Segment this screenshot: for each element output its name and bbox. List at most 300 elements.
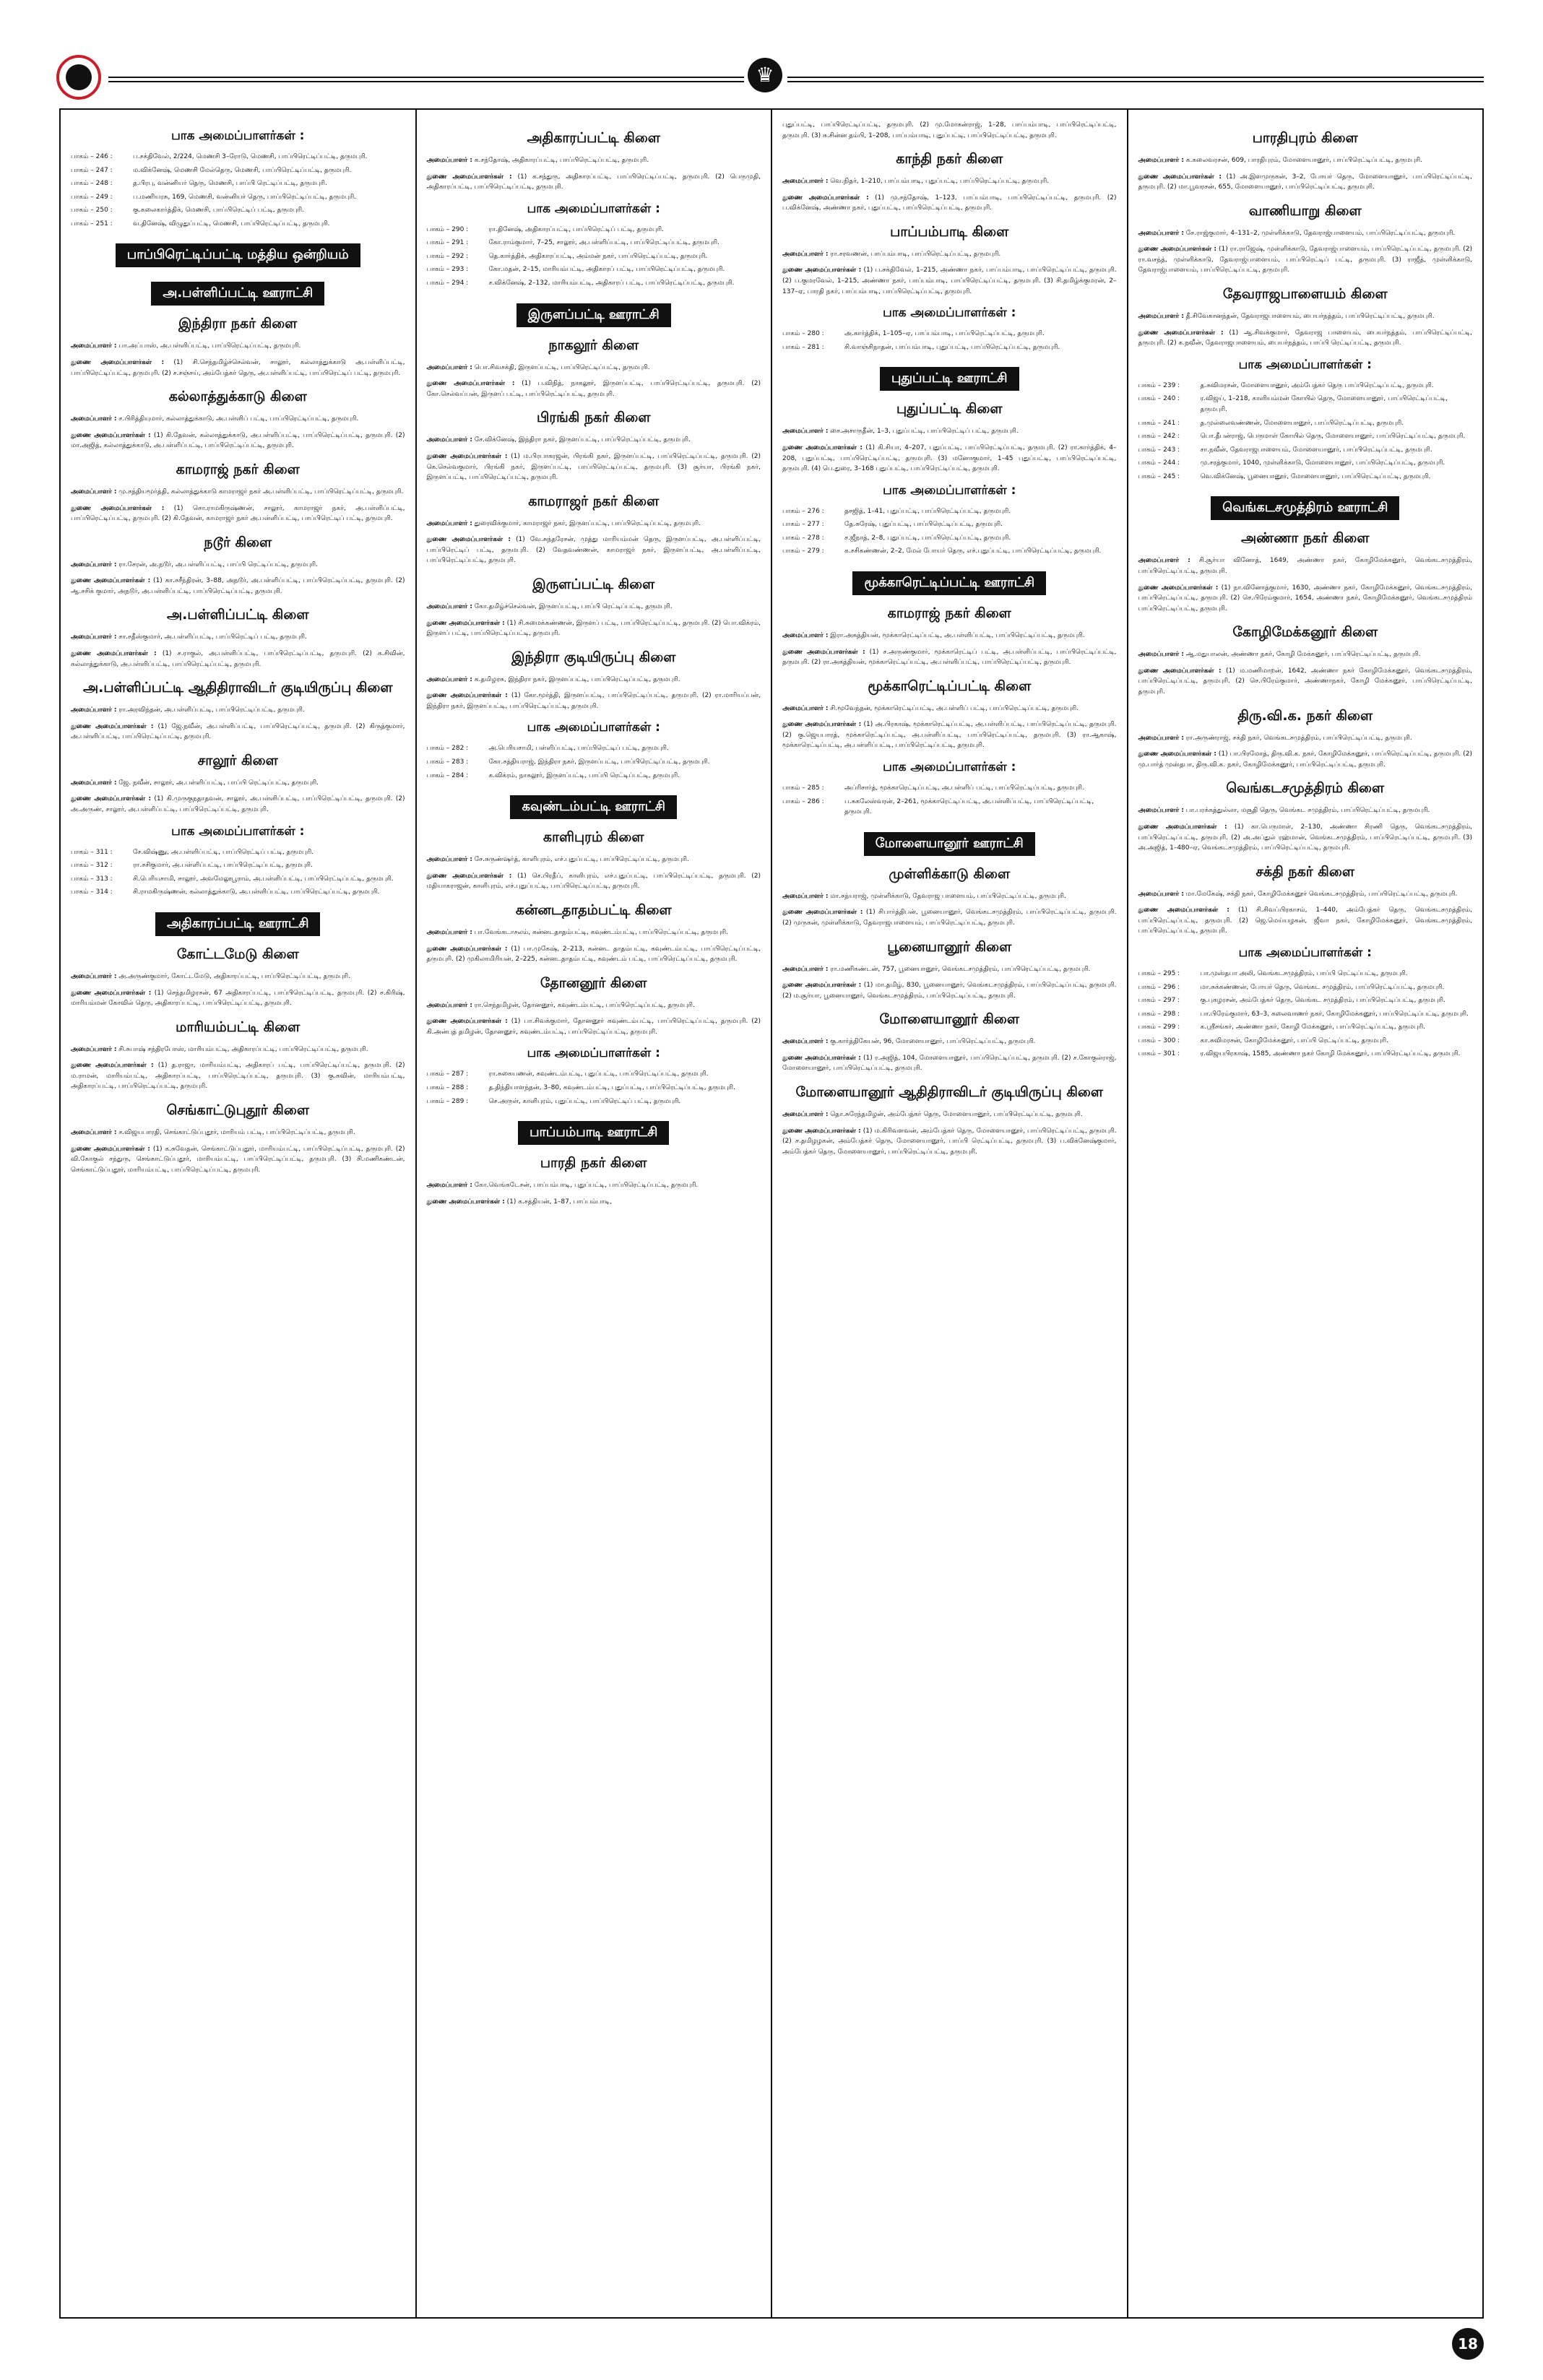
role-label: அமைப்பாளர் :	[426, 157, 472, 164]
organizer-paragraph	[71, 632, 405, 643]
branch-heading: மூக்காரெட்டிப்பட்டி கிளை	[868, 678, 1032, 694]
organizer-text: (1) க.சத்தியன், 1–87, பாப்பம்பாடி,	[506, 1198, 613, 1206]
organizer-text: (1) ர.அஜித், 104, மோளையானூர், பாப்பிரெட்டிப்பட்டி, தருமபுரி. (2) ச.கோகுல்ராஜ், மோளையானூர், பாப்பிரெட்டிப்பட்டி, தருமபுரி.	[782, 1054, 1117, 1073]
role-label: அமைப்பாளர் :	[1138, 313, 1184, 321]
organizer-text: (1) ச.ராகுல், அ.பள்ளிப்பட்டி, பாப்பிரெட்டிப்பட்டி, தருமபுரி. (2) க.சிவின், கல்லாத்துக்காடு, அ.பள்ளிப்பட்டி, பாப்பிரெட்டிப்பட்டி, தருமபுரி.	[71, 649, 405, 668]
role-label: அமைப்பாளர் :	[782, 631, 829, 639]
booth-organizer: அப்ரிசார்த், மூக்காரெட்டிப்பட்டி, அ.பள்ளிப் பட்டி, பாப்பிரெட்டிப்பட்டி, தருமபுரி.	[844, 784, 1084, 792]
booth-organizer: மு.சரத்குமார், 1040, முள்ளிக்காடு, மோளையானூர், பாப்பிரெட்டிப்பட்டி, தருமபுரி.	[1200, 459, 1445, 467]
organizer-text: ஜே. நவீன், சாலூர், அ.பள்ளிப்பட்டி, பாப்பி ரெட்டிப்பட்டி, தருமபுரி.	[118, 779, 319, 787]
booth-organizer: பா.முஸ்தபா அலி, வெங்கடசமுத்திரம், பாப்பி ரெட்டிப்பட்டி, தருமபுரி.	[1200, 969, 1408, 977]
role-label: அமைப்பாளர் :	[71, 488, 117, 496]
booth-number: பாகம் – 288 :	[426, 1083, 469, 1091]
booth-number: பாகம் – 296 :	[1138, 983, 1180, 991]
role-label: துணை அமைப்பாளர்கள் :	[782, 1127, 861, 1135]
booth-organizer: ப.மணியரசு, 169, மெணசி, வன்னியர் தெரு, பாப்பிரெட்டிப்பட்டி, தருமபுரி.	[133, 193, 357, 201]
booth-number: பாகம் – 299 :	[1138, 1024, 1180, 1031]
role-label: அமைப்பாளர் :	[71, 779, 117, 787]
role-label: அமைப்பாளர் :	[782, 250, 829, 258]
booth-number: பாகம் – 276 :	[782, 507, 824, 515]
role-label: துணை அமைப்பாளர்கள் :	[426, 872, 512, 880]
organizer-paragraph	[782, 265, 1117, 297]
booth-row	[1138, 1022, 1473, 1033]
section-banner-label: மூக்காரெட்டிப்பட்டி ஊராட்சி	[852, 571, 1046, 595]
subheading: பாக அமைப்பாளர்கள் :	[527, 1046, 660, 1061]
subheading: பாக அமைப்பாளர்கள் :	[171, 129, 305, 143]
booth-organizer: க.சசிகண்ணன், 2–2, மேல் போயர் தெரு, எச்.புதுப்பட்டி, பாப்பிரெட்டிப்பட்டி, தருமபுரி.	[844, 548, 1102, 555]
organizer-paragraph	[1138, 228, 1473, 239]
booth-row	[1138, 1049, 1473, 1060]
organizer-paragraph	[782, 980, 1117, 1001]
booth-organizer: த.பிரபு, வன்னியர் தெரு, மெணசி, பாப்பி ரெட்டிப்பட்டி, தருமபுரி.	[133, 180, 327, 188]
organizer-text: (1) அ.பிரகாஷ், மூக்காரெட்டிப்பட்டி, அ.பள்ளிப்பட்டி, பாப்பிரெட்டிப்பட்டி, தருமபுரி. (2) கு.ஜெயபாரத், மூக்காரெட்டிப்பட்டி, அ.பள்ளிப்பட்டி, பாப்பிரெட்டிப்பட்டி, தருமபுரி. (3) ரா.ஆகாஷ், மூக்காரெட்டிப்பட்டி, அ.பள்ளிப்பட்டி, பாப்பிரெட்டிப்பட்டி, தருமபுரி.	[782, 721, 1117, 750]
role-label: துணை அமைப்பாளர்கள் :	[71, 577, 151, 585]
columns-frame	[59, 108, 1484, 2319]
booth-organizer: ரா.சுகையணன், கவுண்டம்பட்டி, புதுப்பட்டி, பாப்பிரெட்டிப்பட்டி, தருமபுரி.	[488, 1070, 709, 1078]
role-label: துணை அமைப்பாளர்கள் :	[782, 648, 865, 656]
masthead-logo-icon: ♛	[748, 58, 782, 92]
role-label: துணை அமைப்பாளர்கள் :	[1138, 584, 1219, 592]
role-label: அமைப்பாளர் :	[782, 428, 829, 436]
organizer-paragraph	[427, 675, 761, 685]
booth-number: பாகம் – 244 :	[1138, 459, 1180, 467]
booth-organizer: சே.விஷ்ணு, அ.பள்ளிப்பட்டி, பாப்பிரெட்டிப் பட்டி, தருமபுரி.	[133, 848, 314, 856]
branch-heading: காமராஜர் நகர் கிளை	[528, 493, 660, 509]
organizer-paragraph	[1138, 328, 1473, 349]
organizer-text: (1) ம.பிரபாகரஜன், பிரங்கி நகர், இருளப்பட்டி, பாப்பிரெட்டிப்பட்டி, தருமபுரி. (2) கெ.செல்வகுமார், பிரங்கி நகர், இருளப்பட்டி, பாப்பிரெட்டிப்பட்டி, தருமபுரி. (3) சூர்யா, பிரங்கி நகர், இருளப்பட்டி, பாப்பிரெட்டிப்பட்டி, தருமபுரி.	[426, 452, 761, 482]
booth-number: பாகம் – 242 :	[1138, 433, 1180, 441]
organizer-paragraph	[782, 1126, 1117, 1158]
organizer-paragraph	[71, 705, 405, 716]
organizer-text: சா.சதீஸ்குமார், அ.பள்ளிப்பட்டி, பாப்பிரெட்டிப் பட்டி, தருமபுரி.	[118, 633, 307, 641]
booth-row	[71, 178, 405, 189]
role-label: அமைப்பாளர் :	[426, 519, 472, 527]
role-label: துணை அமைப்பாளர்கள் :	[782, 909, 863, 917]
role-label: துணை அமைப்பாளர்கள் :	[71, 722, 154, 730]
branch-heading: கன்னடதாதம்பட்டி கிளை	[515, 901, 672, 918]
branch-heading: வெங்கடசமுத்திரம் கிளை	[1226, 780, 1385, 797]
role-label: அமைப்பாளர் :	[71, 1128, 117, 1136]
organizer-paragraph	[1138, 805, 1473, 816]
booth-row	[427, 238, 761, 248]
role-label: அமைப்பாளர் :	[1138, 651, 1184, 659]
subheading: பாக அமைப்பாளர்கள் :	[1238, 945, 1372, 960]
booth-number: பாகம் – 283 :	[426, 758, 469, 766]
organizer-paragraph	[427, 451, 761, 483]
booth-row	[1138, 982, 1473, 993]
branch-heading: சக்தி நகர் கிளை	[1255, 863, 1354, 880]
organizer-text: ச.விஜயபாரதி, செங்காட்டுப்புதூர், மாரியம் பட்டி, பாப்பிரெட்டிப்பட்டி, தருமபுரி.	[118, 1128, 355, 1136]
role-label: துணை அமைப்பாளர்கள் :	[782, 982, 862, 990]
booth-organizer: ப.சுகலேஸ்வரன், 2–261, மூக்காரெட்டிப்பட்டி, அ.பள்ளிப்பட்டி, பாப்பிரெட்டிப்பட்டி, தருமபுரி.	[844, 797, 1094, 816]
booth-organizer: சா.நவீன், தேவராஜபாளையம், மோளையானூர், பாப்பிரெட்டிப்பட்டி, தருமபுரி.	[1200, 446, 1432, 454]
organizer-paragraph	[1138, 733, 1473, 744]
booth-number: பாகம் – 250 :	[71, 207, 113, 215]
booth-row	[1138, 995, 1473, 1006]
organizer-paragraph	[782, 964, 1117, 975]
section-banner	[427, 795, 761, 819]
booth-number: பாகம் – 314 :	[71, 888, 113, 896]
role-label: அமைப்பாளர் :	[1138, 557, 1190, 565]
role-label: துணை அமைப்பாளர்கள் :	[426, 173, 512, 181]
role-label: அமைப்பாளர் :	[71, 415, 117, 423]
masthead-rule-right	[787, 77, 1484, 78]
organizer-text: (1) ம.கிரிவளவன், அம்பேத்கர் தெரு, மோளையானூர், பாப்பிரெட்டிப்பட்டி, தருமபுரி. (2) ச.தமிழழகன், அம்பேத்கர் தெரு, மோளையானூர், பாப்பி ரெட்டிப்பட்டி, தருமபுரி. (3) ப.விக்னேஷ்குமார், அம்பேத்கர் தெரு, மோளையானூர், பாப்பிரெட்டிப்பட்டி, தருமபுரி.	[782, 1127, 1117, 1156]
role-label: துணை அமைப்பாளர்கள் :	[71, 431, 151, 439]
role-label: அமைப்பாளர் :	[782, 178, 829, 186]
section-banner	[782, 367, 1117, 391]
booth-number: பாகம் – 293 :	[426, 266, 469, 274]
role-label: துணை அமைப்பாளர்கள் :	[1138, 173, 1222, 181]
organizer-paragraph	[1138, 583, 1473, 615]
role-label: அமைப்பாளர் :	[426, 602, 472, 610]
role-label: துணை அமைப்பாளர்கள் :	[426, 945, 508, 953]
organizer-text: சே.விக்னேஷ், இந்திரா நகர், இருளப்பட்டி, பாப்பிரெட்டிப்பட்டி, தருமபுரி.	[474, 436, 691, 444]
booth-number: பாகம் – 281 :	[782, 343, 824, 351]
branch-heading: முள்ளிக்காடு கிளை	[889, 865, 1011, 882]
organizer-paragraph	[71, 341, 405, 352]
booth-row	[782, 546, 1117, 557]
organizer-text: சே.ராஜ்குமார், 4–131–2, முள்ளிக்காடு, தேவராஜ்பாளையம், பாப்பிரெட்டிப்பட்டி, தருமபுரி.	[1185, 229, 1456, 237]
booth-row	[782, 329, 1117, 339]
booth-row	[1138, 394, 1473, 415]
booth-organizer: கா.சுவிமரசன், கோழிமேக்கனூர், பாப்பி ரெட்டிப்பட்டி, தருமபுரி.	[1200, 1037, 1389, 1044]
section-banner	[782, 571, 1117, 595]
organizer-paragraph	[782, 426, 1117, 437]
organizer-text: க.தமிழரசு, இந்திரா நகர், இருளப்பட்டி, பாப்பிரெட்டிப்பட்டி, தருமபுரி.	[474, 675, 680, 683]
role-label: துணை அமைப்பாளர்கள் :	[782, 267, 862, 274]
booth-number: பாகம் – 301 :	[1138, 1050, 1180, 1058]
booth-number: பாகம் – 285 :	[782, 784, 824, 792]
role-label: துணை அமைப்பாளர்கள் :	[71, 649, 157, 657]
booth-number: பாகம் – 243 :	[1138, 446, 1180, 454]
organizer-text: (1) க.சுவேதன், செங்காட்டுப்புதூர், மாரியம்பட்டி, பாப்பிரெட்டிப்பட்டி, தருமபுரி. (2) வி.கோகுல் சந்துரு, செங்காட்டுப்புதூர், மாரியம்பட்டி, பாப்பிரெட்டிப்பட்டி, தருமபுரி. (3) சி.மணிகண்டன், செங்காட்டுப்புதூர், மாரியம்பட்டி, பாப்பிரெட்டிப்பட்டி, தருமபுரி.	[71, 1145, 405, 1174]
column-1	[61, 110, 417, 2317]
branch-heading: நாகலூர் கிளை	[548, 337, 639, 353]
branch-heading: இந்திரா குடியிருப்பு கிளை	[511, 649, 676, 665]
organizer-text: பொ.சிவசக்தி, இருளப்பட்டி, பாப்பிரெட்டிப்பட்டி, தருமபுரி.	[474, 363, 650, 371]
organizer-text: பா.அப்பாஸ், அ.பள்ளிப்பட்டி, பாப்பிரெட்டிப்பட்டி, தருமபுரி.	[118, 342, 301, 350]
booth-organizer: மா.சுக்கண்ணன், போயர் தெரு, வெங்கட சமுத்திரம், பாப்பிரெட்டிப்பட்டி, தருமபுரி.	[1200, 983, 1445, 991]
booth-row	[782, 783, 1117, 794]
organizer-paragraph	[1138, 311, 1473, 322]
branch-heading: பாப்பம்பாடி கிளை	[890, 223, 1009, 240]
role-label: துணை அமைப்பாளர்கள் :	[782, 1054, 861, 1062]
booth-row	[1138, 458, 1473, 469]
branch-heading: கோட்டமேடு கிளை	[176, 945, 299, 962]
booth-row	[71, 219, 405, 230]
organizer-paragraph	[1138, 666, 1473, 698]
organizer-paragraph	[782, 249, 1117, 260]
organizer-paragraph	[427, 172, 761, 193]
branch-heading: கோழிமேக்கனூர் கிளை	[1232, 624, 1378, 641]
booth-row	[71, 874, 405, 885]
section-banner-label: அதிகாரப்பட்டி ஊராட்சி	[155, 912, 320, 936]
role-label: துணை அமைப்பாளர்கள் :	[426, 1018, 508, 1026]
organizer-paragraph	[427, 854, 761, 865]
branch-heading: புதுப்பட்டி கிளை	[896, 401, 1003, 417]
organizer-paragraph	[71, 1060, 405, 1092]
organizer-paragraph	[1138, 649, 1473, 660]
organizer-paragraph	[782, 1109, 1117, 1120]
booth-row	[427, 1069, 761, 1080]
organizer-text: (1) கி.தேவன், கல்லாத்துக்காடு, அ.பள்ளிப்பட்டி, பாப்பிரெட்டிப்பட்டி, தருமபுரி. (2) மா.அஜித், கல்லாத்துக்காடு, அ.பள்ளிப்பட்டி, பாப்பிரெட்டிப்பட்டி, தருமபுரி.	[71, 431, 405, 450]
branch-heading: தேவராஜபாளையம் கிளை	[1222, 286, 1388, 303]
role-label: துணை அமைப்பாளர்கள் :	[426, 619, 505, 627]
role-label: துணை அமைப்பாளர்கள் :	[1138, 823, 1227, 831]
booth-organizer: வெ.விக்னேஷ், பூனையானூர், மோளையானூர், பாப்பிரெட்டிப்பட்டி, தருமபுரி.	[1200, 472, 1431, 480]
role-label: துணை அமைப்பாளர்கள் :	[426, 380, 515, 388]
organizer-paragraph	[71, 972, 405, 982]
booth-organizer: செ.அருள், காளிபுரம், புதுப்பட்டி, பாப்பிரெட்டிப் பட்டி, தருமபுரி.	[488, 1097, 681, 1105]
role-label: அமைப்பாளர் :	[782, 1110, 829, 1118]
booth-row	[782, 506, 1117, 517]
organizer-paragraph	[71, 576, 405, 597]
organizer-text: பா.பரக்கத்துல்லா, மசூதி தெரு, வெங்கட சமுத்திரம், பாப்பிரெட்டிப்பட்டி, தருமபுரி.	[1185, 807, 1430, 815]
section-banner	[427, 1121, 761, 1145]
booth-organizer: ச.விக்னேஷ், 2–132, மாரியம்பட்டி, அதிகாரப் பட்டி, பாப்பிரெட்டிப்பட்டி, தருமபுரி.	[488, 280, 735, 287]
organizer-paragraph	[1138, 889, 1473, 900]
organizer-text: ரா.செந்தமிழன், தோனனூர், கவுண்டம்பட்டி, பாப்பிரெட்டிப்பட்டி, தருமபுரி.	[474, 1001, 695, 1009]
booth-number: பாகம் – 249 :	[71, 193, 113, 201]
organizer-text: ச.பிரித்தியுமார், கல்லாத்துக்காடு, அ.பள்ளிப் பட்டி, பாப்பிரெட்டிப்பட்டி, தருமபுரி.	[118, 415, 359, 423]
booth-organizer: க.விக்ரம், நாகலூர், இருளப்பட்டி, பாப்பி ரெட்டிப்பட்டி, தருமபுரி.	[488, 771, 680, 779]
section-banner-label: புதுப்பட்டி ஊராட்சி	[880, 367, 1019, 391]
booth-organizer: ர.விஜயபிரகாஷ், 1585, அண்ணா நகர் கோழி மேக்கனூர், பாப்பிரெட்டிப்பட்டி, தருமபுரி.	[1200, 1050, 1461, 1058]
role-label: அமைப்பாளர் :	[426, 1001, 472, 1009]
booth-number: பாகம் – 284 :	[426, 771, 469, 779]
organizer-paragraph	[71, 487, 405, 498]
booth-organizer: சி.ராமகிருஷ்ணன், கல்லாத்துக்காடு, அ.பள்ளிப்பட்டி, பாப்பிரெட்டிப்பட்டி, தருமபுரி.	[133, 888, 380, 896]
booth-organizer: ப.சக்திவேல், 2/224, மெணசி 3–ரோடு, மெணசி, பாப்பிரெட்டிப்பட்டி, தருமபுரி.	[133, 153, 368, 160]
organizer-paragraph	[71, 988, 405, 1009]
booth-number: பாகம் – 312 :	[71, 862, 113, 870]
section-banner	[71, 282, 405, 306]
subheading: பாக அமைப்பாளர்கள் :	[1238, 357, 1372, 372]
role-label: அமைப்பாளர் :	[782, 965, 829, 973]
organizer-paragraph	[427, 155, 761, 166]
role-label: அமைப்பாளர் :	[1138, 734, 1184, 742]
role-label: அமைப்பாளர் :	[1138, 157, 1184, 164]
organizer-text: ஆ.மதுபாலன், அண்ணா நகர், கோழி மேக்கனூர், பாப்பிரெட்டிப்பட்டி, தருமபுரி.	[1185, 651, 1421, 659]
organizer-text: தீ.சிவேகானந்தன், தேவராஜபாளையம், பையர்நத்தம், பாப்பிரெட்டிப்பட்டி, தருமபுரி.	[1185, 313, 1435, 321]
section-banner-label: அ.பள்ளிப்பட்டி ஊராட்சி	[151, 282, 324, 306]
booth-row	[427, 264, 761, 275]
booth-organizer: த.திந்தியாளந்தன், 3–80, கவுண்டம்பட்டி, புதுப்பட்டி, பாப்பிரெட்டிப்பட்டி, தருமபுரி.	[488, 1083, 735, 1091]
booth-row	[1138, 969, 1473, 979]
branch-heading: காமராஜ் நகர் கிளை	[176, 461, 300, 477]
organizer-text: மு.சத்தியமூர்த்தி, கல்லாத்துக்காடு காமராஜர் நகர் அ.பள்ளிப்பட்டி, பாப்பிரெட்டிப்பட்டி, தருமபுரி.	[118, 488, 404, 496]
organizer-paragraph	[782, 176, 1117, 187]
branch-heading: வாணியாறு கிளை	[1248, 202, 1362, 219]
booth-number: பாகம் – 311 :	[71, 848, 113, 856]
organizer-text: (1) கா.சசீந்திரன், 3–88, அநடூர், அ.பள்ளிப்பட்டி, பாப்பிரெட்டிப்பட்டி, தருமபுரி. (2) ஆ.சசிக் குமார், அநடூர், அ.பள்ளிப்பட்டி, பாப்பிரெட்டிப்பட்டி, தருமபுரி.	[71, 577, 405, 595]
organizer-paragraph	[71, 430, 405, 451]
booth-organizer: தசஜித், 1–41, புதுப்பட்டி, பாப்பிரெட்டிப்பட்டி, தருமபுரி.	[844, 507, 1011, 515]
booth-organizer: சி.பெரியசாமி, சாலூர், அவமேலூபூராம், அ.பள்ளிப்பட்டி, பாப்பிரெட்டிப்பட்டி, தருமபுரி.	[133, 875, 394, 883]
section-banner-label: பாப்பிரெட்டிப்பட்டி மத்திய ஒன்றியம்	[116, 243, 360, 267]
booth-row	[71, 847, 405, 858]
booth-organizer: சி.வாஞ்சிநாதன், பாப்பம்பாடி, புதுப்பட்டி, பாப்பிரெட்டிப்பட்டி, தருமபுரி.	[844, 343, 1060, 351]
branch-heading: அ.பள்ளிப்பட்டி கிளை	[167, 607, 309, 623]
booth-row	[1138, 445, 1473, 456]
organizer-paragraph	[782, 891, 1117, 902]
booth-number: பாகம் – 313 :	[71, 875, 113, 883]
branch-heading: பாரதி நகர் கிளை	[540, 1155, 647, 1172]
branch-heading: அண்ணா நகர் கிளை	[1240, 530, 1370, 547]
organizer-paragraph	[71, 1144, 405, 1176]
booth-number: பாகம் – 247 :	[71, 166, 113, 174]
subheading: பாக அமைப்பாளர்கள் :	[883, 306, 1016, 321]
branch-heading: இருளப்பட்டி கிளை	[532, 576, 655, 592]
booth-number: பாகம் – 286 :	[782, 797, 824, 805]
role-label: துணை அமைப்பாளர்கள் :	[426, 1198, 505, 1206]
booth-organizer: வ.தினேஷ், விழுதுப்பட்டி, மெணசி, பாப்பிரெட்டிப்பட்டி, தருமபுரி.	[133, 220, 330, 228]
organizer-text: (1) சி.செந்தமிழ்ச்செல்வன், சாலூர், கல்லாத்துக்காடு அ.பள்ளிப்பட்டி, பாப்பிரெட்டிப்பட்டி, தருமபுரி. (2) ச.சஞ்சய், அம்பேத்கர் தெரு, அ.பள்ளிப்பட்டி, பாப்பிரெட்டிப் பட்டி, தருமபுரி.	[71, 359, 405, 377]
organizer-text: (1) அ.இளமுருகன், 3–2, போயர் தெரு, மோளையானூர், பாப்பிரெட்டிப்பட்டி, தருமபுரி. (2) மா.பூவரசன், 655, மோளையானூர், பாப்பிரெட்டிப்பட்டி, தருமபுரி.	[1138, 173, 1472, 191]
booth-row	[427, 1096, 761, 1107]
branch-heading: மோளையானூர் ஆதிதிராவிடர் குடியிருப்பு கிளை	[795, 1083, 1104, 1100]
subheading: பாக அமைப்பாளர்கள் :	[527, 720, 660, 735]
organizer-text: வெ.நிதர், 1–210, பாப்பம்பாடி, புதுப்பட்டி, பாப்பிரெட்டிப்பட்டி, தருமபுரி.	[830, 178, 1050, 186]
organizer-text: (1) வே.சுந்தரேசன், முத்து மாரியம்மன் தெரு, இருளப்பட்டி, அ.பள்ளிப்பட்டி, பாப்பிரெட்டிப் பட்டி, தருமபுரி. (2) வேதவண்ணன், காமராஜர் நகர், இருளப்பட்டி, அ.பள்ளிப்பட்டி, பாப்பிரெட்டிப்பட்டி, தருமபுரி.	[426, 536, 761, 565]
organizer-paragraph	[782, 120, 1117, 141]
branch-heading: இந்திரா நகர் கிளை	[178, 316, 298, 332]
organizer-paragraph	[71, 722, 405, 743]
organizer-text: ரா.அரவிந்தன், அ.பள்ளிப்பட்டி, பாப்பிரெட்டிப்பட்டி, தருமபுரி.	[118, 706, 305, 714]
organizer-text: பா.வேங்கடாசலம், கன்னடதாதம்பட்டி, கவுண்டம்பட்டி, பாப்பிரெட்டிப்பட்டி, தருமபுரி.	[474, 928, 728, 936]
organizer-text: ரா.அருண்ராஜ், சக்தி நகர், வெங்கடசமுத்திரம், பாப்பிரெட்டிப்பட்டி, தருமபுரி.	[1185, 734, 1412, 742]
booth-row	[71, 165, 405, 176]
organizer-text: (1) செ.பிரதீப், காளிபுரம், எச்.புதுப்பட்டி, பாப்பிரெட்டிப்பட்டி, தருமபுரி. (2) மதியாகராஜன், காளிபுரம், எச்.புதுப்பட்டி, பாப்பிரெட்டிப்பட்டி, தருமபுரி.	[426, 872, 761, 891]
organizer-text: (1) பா.பிரமோத், திரு.வி.க. நகர், கோழிமேக்கனூர், பாப்பிரெட்டிப்பட்டி, தருமபுரி. (2) மு.பார்த் முஸ்தபா, திரு.வி.க. நகர், கோழிமேக்கனூர், பாப்பிரெட்டிப்பட்டி, தருமபுரி.	[1138, 750, 1472, 769]
booth-row	[1138, 1036, 1473, 1047]
section-banner-label: மோளையானூர் ஊராட்சி	[864, 832, 1035, 856]
organizer-text: சை.அசாருதீன், 1–3, புதுப்பட்டி, பாப்பிரெட்டிப் பட்டி, தருமபுரி.	[830, 428, 1019, 436]
organizer-text: (1) நா.வினோத்குமார், 1630, அண்ணா நகர், கோழிமேக்கனூர், வெங்கடசமுத்திரம், பாப்பிரெட்டிப்பட்டி, தருமபுரி. (2) செ.பிரேம்குமார், 1654, அண்ணா நகர், கோழிமேக்கனூர், வெங்கடசமுத்திரம் பாப்பிரெட்டிப்பட்டி, தருமபுரி.	[1138, 584, 1472, 613]
role-label: துணை அமைப்பாளர்கள் :	[1138, 667, 1222, 675]
role-label: துணை அமைப்பாளர்கள் :	[1138, 329, 1224, 337]
organizer-paragraph	[782, 193, 1117, 214]
role-label: அமைப்பாளர் :	[71, 561, 117, 568]
booth-row	[427, 771, 761, 782]
organizer-paragraph	[71, 560, 405, 571]
booth-row	[1138, 472, 1473, 483]
booth-number: பாகம் – 289 :	[426, 1097, 469, 1105]
booth-number: பாகம் – 298 :	[1138, 1010, 1180, 1018]
organizer-paragraph	[1138, 172, 1473, 193]
section-banner	[71, 243, 405, 267]
booth-organizer: தெ.கார்த்திக், அதிகாரப்பட்டி, அம்மன் நகர், பாப்பிரெட்டிப்பட்டி, தருமபுரி.	[488, 252, 708, 260]
role-label: துணை அமைப்பாளர்கள் :	[426, 536, 511, 544]
booth-organizer: கு.கலைகார்த்திக், மெணசி, பாப்பிரெட்டிப் பட்டி, தருமபுரி.	[133, 207, 304, 215]
organizer-text: (1) க.சந்துரு, அதிகாரப்பட்டி, பாப்பிரெட்டிப்பட்டி, தருமபுரி. (2) பெருமுதி, அதிகாரப்பட்டி, பாப்பிரெட்டிப்பட்டி, தருமபுரி.	[426, 173, 761, 191]
masthead-rule-right-2	[787, 81, 1484, 82]
organizer-text: (1) ஆ.சிவக்குமார், தேவராஜ பாளையம், பையர்நத்தம், பாப்பிரெட்டிப்பட்டி, தருமபுரி. (2) க.நவீன், தேவராஜபாளையம், பையர்நத்தம், பாப்பி ரெட்டிப்பட்டி, தருமபுரி.	[1138, 329, 1472, 347]
organizer-text: கோ.தமிழ்ச்செல்வன், இருளப்பட்டி, பாப்பி ரெட்டிப்பட்டி, தருமபுரி.	[474, 602, 673, 610]
organizer-text: கு.கார்த்திகேயன், 96, மோளையானூர், பாப்பிரெட்டிப்பட்டி, தருமபுரி.	[830, 1038, 1036, 1046]
role-label: துணை அமைப்பாளர்கள் :	[71, 504, 165, 512]
organizer-text: க.சந்தோஷ், அதிகாரப்பட்டி, பாப்பிரெட்டிப்பட்டி, தருமபுரி.	[474, 157, 649, 164]
role-label: துணை அமைப்பாளர்கள் :	[1138, 906, 1230, 914]
role-label: அமைப்பாளர் :	[782, 1038, 829, 1046]
booth-organizer: த.சுவிமரசன், மோளையானூர், அம்பேத்கர் தெரு பாப்பிரெட்டிப்பட்டி, தருமபுரி.	[1200, 381, 1434, 389]
subheading: பாக அமைப்பாளர்கள் :	[883, 760, 1016, 775]
booth-row	[427, 743, 761, 754]
role-label: அமைப்பாளர் :	[1138, 229, 1184, 237]
organizer-paragraph	[71, 794, 405, 815]
booth-row	[782, 797, 1117, 818]
booth-number: பாகம் – 277 :	[782, 521, 824, 529]
section-banner	[427, 303, 761, 327]
role-label: அமைப்பாளர் :	[71, 342, 117, 350]
booth-number: பாகம் – 240 :	[1138, 395, 1180, 403]
booth-row	[71, 192, 405, 203]
role-label: அமைப்பாளர் :	[426, 675, 472, 683]
branch-heading: கல்லாத்துக்காடு கிளை	[168, 389, 307, 405]
role-label: அமைப்பாளர் :	[71, 633, 117, 641]
organizer-text: மா.சத்யராஜ், முள்ளிக்காடு, தேவராஜ பாளையம், பாப்பிரெட்டிப்பட்டி, தருமபுரி.	[830, 892, 1066, 900]
subheading: பாக அமைப்பாளர்கள் :	[527, 201, 660, 216]
organizer-paragraph	[427, 1180, 761, 1191]
role-label: துணை அமைப்பாளர்கள் :	[1138, 750, 1216, 758]
organizer-paragraph	[427, 691, 761, 711]
organizer-text: (1) த.ராஜா, மாரியம்பட்டி, அதிகாரப் பட்டி, பாப்பிரெட்டிப்பட்டி, தருமபுரி. (2) ம.ராமன், மாரியம்பட்டி, அதிகாரப்பட்டி, பாப்பிரெட்டிப்பட்டி, தருமபுரி. (3) கு.கவின், மாரியம்பட்டி, அதிகாரப்பட்டி, பாப்பிரெட்டிப்பட்டி, தருமபுரி.	[71, 1062, 405, 1091]
branch-heading: செங்காட்டுபுதூர் கிளை	[166, 1102, 309, 1118]
organizer-paragraph	[782, 907, 1117, 928]
booth-organizer: ரா.சசிகுமார், அ.பள்ளிப்பட்டி, பாப்பிரெட்டிப்பட்டி, தருமபுரி.	[133, 862, 313, 870]
organizer-text: மா.மேகேஷ், சக்தி நகர், கோழிமேக்கனூர் வெங்கடசமுத்திரம், பாப்பிரெட்டிப்பட்டி, தருமபுரி.	[1185, 890, 1458, 898]
organizer-text: (1) சிபார்த்திபன், பூனையானூர், வெங்கடசமுத்திரம், பாப்பிரெட்டிப்பட்டி, தருமபுரி. (2) முருகன், முள்ளிக்காடு, தேவராஜபாளையம், பாப்பிரெட்டிப்பட்டி, தருமபுரி.	[782, 909, 1117, 927]
organizer-text: (1) சொ.ராமகிருஷ்ணன், சாலூர், காமராஜர் நகர், அ.பள்ளிப்பட்டி, பாப்பிரெட்டிப்பட்டி, தருமபுரி. (2) கி.தேவன், காமராஜர் நகர் அ.பள்ளிப்பட்டி, பாப்பிரெட்டிப் பட்டி, தருமபுரி.	[71, 504, 405, 523]
branch-heading: மாரியம்பட்டி கிளை	[176, 1018, 301, 1035]
role-label: துணை அமைப்பாளர்கள் :	[782, 721, 862, 729]
organizer-text: (1) கோ.மூர்த்தி, இருளப்பட்டி, பாப்பிரெட்டிப்பட்டி, தருமபுரி. (2) ரா.மாரியப்பன், இந்திரா நகர், இருளப்பட்டி, பாப்பிரெட்டிப்பட்டி, தருமபுரி.	[426, 692, 761, 710]
organizer-paragraph	[782, 1053, 1117, 1074]
section-banner-label: வெங்கடசமுத்திரம் ஊராட்சி	[1211, 496, 1399, 520]
role-label: துணை அமைப்பாளர்கள் :	[782, 194, 869, 202]
organizer-paragraph	[782, 719, 1117, 751]
section-banner-label: இருளப்பட்டி ஊராட்சி	[517, 303, 671, 327]
masthead-rule-left	[108, 77, 744, 78]
organizer-paragraph	[1138, 244, 1473, 276]
organizer-text: (1) மா.தமிழ், 830, பூனையானூர், வெங்கடசமுத்திரம், பாப்பிரெட்டிப்பட்டி, தருமபுரி. (2) ம.சூர்யா, பூனையானூர், வெங்கடசமுத்திரம், பாப்பிரெட்டிப்பட்டி, தருமபுரி.	[782, 982, 1117, 1000]
organizer-text: (1) மு.சந்தோஷ், 1–123, பாப்பம்பாடி, பாப்பிரெட்டிப்பட்டி, தருமபுரி. (2) ப.விக்னேஷ், அண்ணா நகர், புதுப்பட்டி, பாப்பிரெட்டிப்பட்டி, தருமபுரி.	[782, 194, 1117, 212]
masthead-circle-icon	[56, 55, 101, 100]
branch-heading: காந்தி நகர் கிளை	[896, 151, 1003, 168]
booth-organizer: அ.கார்த்திக், 1–105–ஏ, பாப்பம்பாடி, பாப்பிரெட்டிப்பட்டி, தருமபுரி.	[844, 330, 1045, 338]
booth-number: பாகம் – 287 :	[426, 1070, 469, 1078]
organizer-paragraph	[427, 1000, 761, 1011]
branch-heading: காளிபுரம் கிளை	[543, 829, 644, 846]
booth-organizer: ச.ஜீநாத், 2–8, புதுப்பட்டி, பாப்பிரெட்டிப்பட்டி, தருமபுரி.	[844, 534, 1011, 542]
organizer-paragraph	[427, 618, 761, 639]
booth-number: பாகம் – 241 :	[1138, 419, 1180, 427]
role-label: துணை அமைப்பாளர்கள் :	[1138, 246, 1216, 254]
role-label: அமைப்பாளர் :	[782, 892, 829, 900]
role-label: அமைப்பாளர் :	[426, 436, 472, 444]
organizer-paragraph	[427, 927, 761, 938]
section-banner	[782, 832, 1117, 856]
organizer-text: (1) பா.முகேஷ், 2–213, கன்னட தாதம்பட்டி, கவுண்டம்பட்டி, பாப்பிரெட்டிப்பட்டி, தருமபுரி. (2) முகிலாமிரியன், 2–225, கன்னடதாதம்பட்டி, கவுண்டம் பட்டி, பாப்பிரெட்டிப்பட்டி, தருமபுரி.	[426, 945, 761, 964]
organizer-text: (1) கா.பெருமாள், 2–130, அண்ணா சிரணி தெரு, வெங்கடசமுத்திரம், பாப்பிரெட்டிப்பட்டி, தருமபுரி. (2) அ.அப்துல் ரஹ்மான், வெங்கடசமுத்திரம், பாப்பிரெட்டிப்பட்டி, தருமபுரி. (3) அ.அஜித், 1–480–ஏ, வெங்கடசமுத்திரம், பாப்பிரெட்டிப்பட்டி, தருமபுரி.	[1138, 823, 1472, 852]
organizer-text: கோ.வெங்கடேசன், பாப்பம்பாடி, புதுப்பட்டி, பாப்பிரெட்டிப்பட்டி, தருமபுரி.	[474, 1182, 699, 1190]
organizer-paragraph	[1138, 822, 1473, 854]
subheading: பாக அமைப்பாளர்கள் :	[883, 483, 1016, 498]
role-label: துணை அமைப்பாளர்கள் :	[71, 1062, 154, 1070]
organizer-paragraph	[1138, 555, 1473, 576]
section-banner-label: கவுண்டம்பட்டி ஊராட்சி	[510, 795, 677, 819]
